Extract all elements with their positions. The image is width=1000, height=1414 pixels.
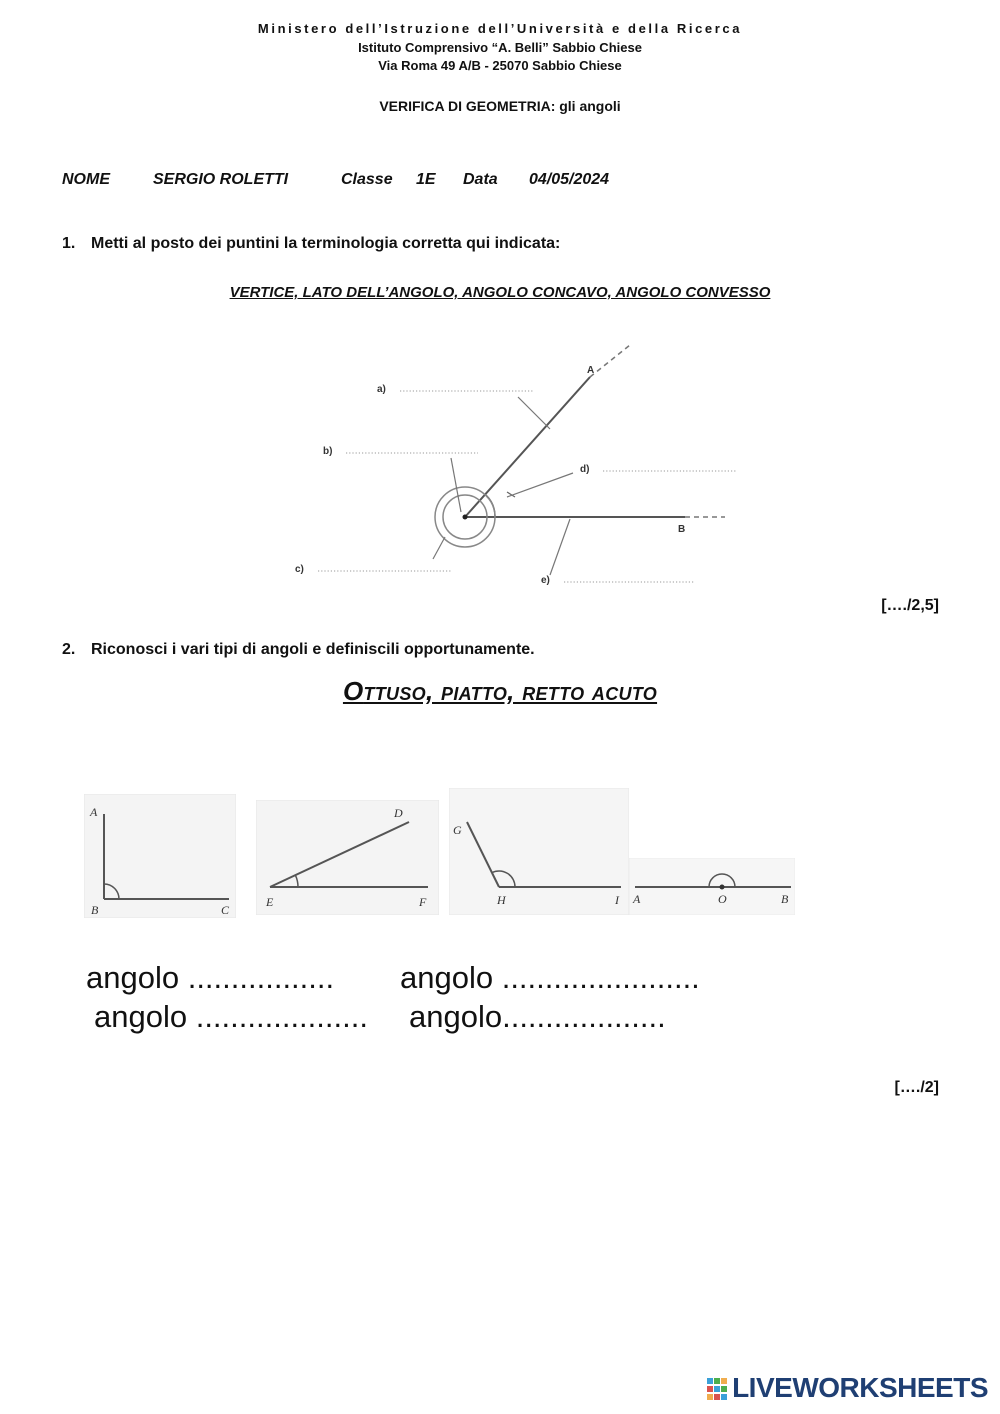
- angle-types-rest: ttuso, piatto, retto acuto: [363, 676, 658, 706]
- question-1: [62, 235, 962, 255]
- ray-a-dashed: [590, 345, 630, 377]
- answer-3[interactable]: angolo ....................: [94, 999, 368, 1034]
- label-e: e): [541, 575, 550, 586]
- label-d: d): [580, 464, 590, 475]
- date-value: 04/05/2024: [529, 171, 610, 188]
- terms-list: VERTICE, LATO DELL’ANGOLO, ANGOLO CONCAVO, ANGOLO CONVESSO: [229, 284, 771, 301]
- name-value: SERGIO ROLETTI: [153, 171, 289, 188]
- pointer-e: [550, 519, 570, 575]
- answer-1[interactable]: angolo .................: [86, 960, 335, 995]
- angle-types-heading: [0, 676, 1000, 707]
- letter-f: F: [419, 895, 427, 909]
- liveworksheets-logo-text: LIVEWORKSHEETS: [732, 1372, 988, 1403]
- liveworksheets-logo-icon: [707, 1377, 729, 1403]
- letter-h: H: [497, 893, 506, 907]
- letter-o: O: [718, 892, 727, 906]
- figure-obtuse-angle: [449, 788, 629, 915]
- liveworksheets-logo: [707, 1372, 988, 1404]
- class-value: 1E: [416, 171, 436, 188]
- letter-a2: A: [633, 892, 641, 906]
- point-b-label: B: [678, 524, 686, 535]
- answer-4[interactable]: angolo...................: [409, 999, 666, 1034]
- point-a-label: A: [587, 365, 595, 376]
- class-label: Classe: [341, 171, 393, 188]
- pointer-c: [433, 537, 445, 559]
- label-a: a): [377, 384, 386, 395]
- date-label: Data: [463, 171, 498, 188]
- page-title: VERIFICA DI GEOMETRIA: gli angoli: [379, 98, 621, 114]
- letter-g: G: [453, 823, 462, 837]
- score-q2: […./2]: [894, 1079, 939, 1096]
- pointer-b: [451, 458, 461, 512]
- name-label: NOME: [62, 171, 110, 188]
- answer-2[interactable]: angolo .......................: [400, 960, 700, 995]
- vertex-point: [463, 515, 468, 520]
- pointer-d: [507, 473, 573, 497]
- letter-b2: B: [781, 892, 789, 906]
- label-c: c): [295, 564, 304, 575]
- ministry-header: Ministero dell’Istruzione dell’Università e della Ricerca: [257, 21, 743, 36]
- label-b: b): [323, 446, 333, 457]
- letter-c: C: [221, 903, 230, 917]
- letter-b: B: [91, 903, 99, 917]
- letter-i: I: [615, 893, 619, 907]
- angle-diagram: [285, 340, 755, 595]
- question-1-number: 1.: [62, 235, 76, 252]
- score-q1: […./2,5]: [881, 597, 939, 614]
- question-2-text: Riconosci i vari tipi di angoli e definiscili opportunamente.: [91, 641, 535, 658]
- letter-d: D: [394, 806, 403, 820]
- school-address: Via Roma 49 A/B - 25070 Sabbio Chiese: [378, 58, 622, 73]
- question-2: [62, 641, 962, 661]
- figure-acute-angle: [256, 800, 439, 915]
- pointer-a: [518, 397, 550, 429]
- figure-right-angle: [84, 794, 236, 918]
- letter-e: E: [266, 895, 274, 909]
- question-2-number: 2.: [62, 641, 76, 658]
- question-1-text: Metti al posto dei puntini la terminologia corretta qui indicata:: [91, 235, 561, 252]
- school-name: Istituto Comprensivo “A. Belli” Sabbio Chiese: [358, 40, 642, 55]
- angle-types-first-letter: O: [342, 676, 364, 706]
- letter-a: A: [90, 805, 98, 819]
- figure-straight-angle: [629, 858, 795, 915]
- ray-a-line: [465, 377, 590, 517]
